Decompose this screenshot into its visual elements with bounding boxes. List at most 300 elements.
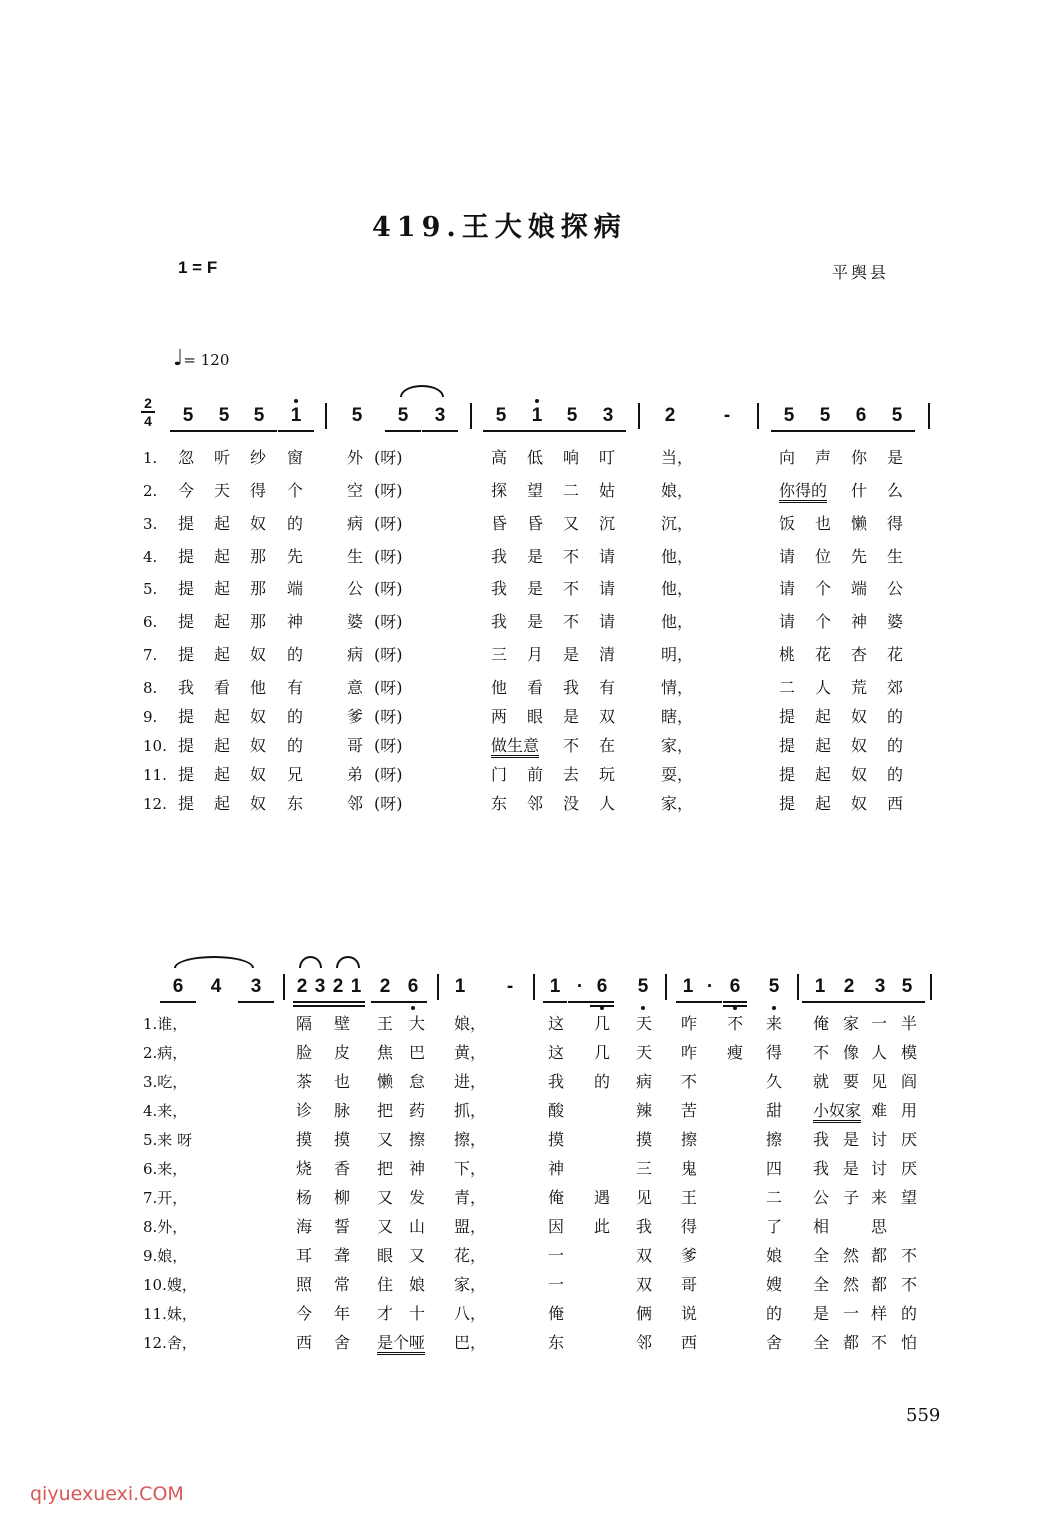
low-octave-dot bbox=[641, 1006, 645, 1010]
lyric-syllable: 起 bbox=[214, 794, 231, 813]
note: 1 bbox=[682, 976, 694, 997]
lyric-syllable: 窗 bbox=[287, 448, 304, 467]
underline-beam bbox=[293, 1001, 311, 1003]
lyric-syllable: 提 bbox=[178, 645, 195, 664]
verse-label: 9.娘， bbox=[143, 1247, 188, 1265]
underline-beam bbox=[807, 430, 843, 432]
lyric-syllable: 弟 bbox=[347, 765, 364, 784]
verse-label: 10.嫂， bbox=[143, 1276, 197, 1294]
lyric-syllable: 我 bbox=[813, 1130, 830, 1149]
lyric-syllable: 神 bbox=[287, 612, 304, 631]
lyric-syllable: 起 bbox=[214, 612, 231, 631]
lyric-syllable: 都 bbox=[871, 1246, 888, 1265]
lyric-syllable: 探 bbox=[491, 481, 508, 500]
lyric-syllable: 听 bbox=[214, 448, 231, 467]
slur-mark bbox=[336, 956, 360, 968]
lyric-syllable: 也 bbox=[334, 1072, 351, 1091]
underline-beam bbox=[278, 430, 314, 432]
lyric-syllable: 请 bbox=[599, 579, 616, 598]
lyric-syllable: 爹 bbox=[681, 1246, 698, 1265]
lyric-syllable: 了 bbox=[766, 1217, 783, 1236]
lyric-syllable: 是 bbox=[843, 1130, 860, 1149]
verse-label: 11. bbox=[143, 766, 167, 784]
lyric-syllable: 小奴家 bbox=[813, 1102, 861, 1123]
note: 6 bbox=[725, 976, 745, 998]
note: 5 bbox=[253, 405, 265, 426]
lyric-syllable: 婆 bbox=[887, 612, 904, 631]
note: 5 bbox=[566, 405, 578, 426]
lyric-syllable: 摸 bbox=[296, 1130, 313, 1149]
lyric-syllable: 昏 bbox=[491, 514, 508, 533]
lyric-syllable: 三 bbox=[491, 645, 508, 664]
lyric-syllable: 在 bbox=[599, 736, 616, 755]
lyric-syllable: 聋 bbox=[334, 1246, 351, 1265]
lyric-syllable: 请 bbox=[599, 547, 616, 566]
lyric-syllable: 甜 bbox=[766, 1101, 783, 1120]
note: 5 bbox=[764, 976, 784, 998]
lyric-syllable: 来 bbox=[766, 1014, 783, 1033]
lyric-syllable: 神 bbox=[548, 1159, 565, 1178]
lyric-syllable: 模 bbox=[901, 1043, 918, 1062]
lyric-syllable: 起 bbox=[214, 514, 231, 533]
lyric-syllable: 先 bbox=[287, 547, 304, 566]
lyric-syllable: 请 bbox=[779, 579, 796, 598]
note: 6 bbox=[403, 976, 423, 998]
lyric-syllable: 遇 bbox=[594, 1188, 611, 1207]
lyric-syllable: 起 bbox=[815, 707, 832, 726]
lyric-syllable: 请 bbox=[779, 547, 796, 566]
lyric-syllable: 花， bbox=[454, 1246, 487, 1265]
time-sig-top: 2 bbox=[144, 395, 152, 411]
lyric-syllable: 耍， bbox=[661, 765, 694, 784]
lyric-syllable: 摸 bbox=[548, 1130, 565, 1149]
lyric-syllable: 香 bbox=[334, 1159, 351, 1178]
verse-label: 9. bbox=[143, 708, 158, 726]
note: 5 bbox=[819, 405, 831, 426]
lyric-syllable: (呀) bbox=[374, 547, 403, 566]
lyric-syllable: 当， bbox=[661, 448, 694, 467]
note: 5 bbox=[495, 405, 507, 426]
note: 5 bbox=[783, 405, 795, 426]
lyric-syllable: 又 bbox=[409, 1246, 426, 1265]
lyric-syllable: 公 bbox=[813, 1188, 830, 1207]
lyric-syllable: 哥 bbox=[347, 736, 364, 755]
lyric-syllable: 提 bbox=[178, 612, 195, 631]
lyric-syllable: 兄 bbox=[287, 765, 304, 784]
note: 1 bbox=[350, 976, 362, 997]
underline-beam bbox=[568, 1001, 592, 1003]
verse-label: 3.吃， bbox=[143, 1073, 188, 1091]
lyric-syllable: 的 bbox=[766, 1304, 783, 1323]
note: 3 bbox=[602, 405, 614, 426]
lyric-syllable: 年 bbox=[334, 1304, 351, 1323]
underline-beam bbox=[311, 1005, 329, 1007]
note: - bbox=[506, 976, 514, 997]
lyric-syllable: 先 bbox=[851, 547, 868, 566]
lyric-syllable: 不 bbox=[563, 547, 580, 566]
region-label: 平舆县 bbox=[832, 263, 890, 282]
note: 2 bbox=[332, 976, 344, 997]
lyric-syllable: 又 bbox=[377, 1217, 394, 1236]
high-octave-dot bbox=[535, 399, 539, 403]
underline-beam bbox=[293, 1005, 311, 1007]
lyric-syllable: 我 bbox=[491, 612, 508, 631]
lyric-syllable: 不 bbox=[901, 1275, 918, 1294]
verse-label: 8. bbox=[143, 679, 158, 697]
lyric-syllable: 讨 bbox=[871, 1130, 888, 1149]
time-signature bbox=[141, 396, 155, 428]
lyric-syllable: 阎 bbox=[901, 1072, 918, 1091]
verse-label: 11.妹， bbox=[143, 1305, 197, 1323]
lyric-syllable: 发 bbox=[409, 1188, 426, 1207]
lyric-syllable: 不 bbox=[681, 1072, 698, 1091]
lyric-syllable: 有 bbox=[599, 678, 616, 697]
lyric-syllable: 二 bbox=[563, 481, 580, 500]
lyric-syllable: 我 bbox=[491, 579, 508, 598]
lyric-syllable: 我 bbox=[563, 678, 580, 697]
underline-beam bbox=[590, 430, 626, 432]
lyric-syllable: 这 bbox=[548, 1014, 565, 1033]
lyric-syllable: 焦 bbox=[377, 1043, 394, 1062]
note: 2 bbox=[664, 405, 676, 426]
lyric-syllable: 又 bbox=[377, 1188, 394, 1207]
lyric-syllable: 提 bbox=[178, 707, 195, 726]
note: 2 bbox=[379, 976, 391, 997]
lyric-syllable: 得 bbox=[766, 1043, 783, 1062]
lyric-syllable: 一 bbox=[843, 1304, 860, 1323]
note: 3 bbox=[314, 976, 326, 997]
lyric-syllable: 奴 bbox=[250, 736, 267, 755]
barline bbox=[437, 974, 439, 1000]
lyric-syllable: 照 bbox=[296, 1275, 313, 1294]
low-octave-dot bbox=[411, 1006, 415, 1010]
note: 1 bbox=[527, 405, 547, 427]
lyric-syllable: 外 bbox=[347, 448, 364, 467]
lyric-syllable: 娘， bbox=[454, 1014, 487, 1033]
lyric-syllable: 前 bbox=[527, 765, 544, 784]
lyric-syllable: 辣 bbox=[636, 1101, 653, 1120]
lyric-syllable: 两 bbox=[491, 707, 508, 726]
lyric-syllable: 巴 bbox=[409, 1043, 426, 1062]
lyric-syllable: 把 bbox=[377, 1101, 394, 1120]
lyric-syllable: 厌 bbox=[901, 1159, 918, 1178]
lyric-syllable: 那 bbox=[250, 579, 267, 598]
lyric-syllable: 俺 bbox=[548, 1304, 565, 1323]
underline-beam bbox=[399, 1001, 427, 1003]
lyric-syllable: 沉 bbox=[599, 514, 616, 533]
lyric-syllable: 四 bbox=[766, 1159, 783, 1178]
lyric-syllable: 就 bbox=[813, 1072, 830, 1091]
lyric-syllable: 几 bbox=[594, 1043, 611, 1062]
lyric-syllable: 家， bbox=[661, 736, 694, 755]
lyric-syllable: 个 bbox=[815, 579, 832, 598]
lyric-syllable: 他 bbox=[250, 678, 267, 697]
lyric-syllable: 瞎， bbox=[661, 707, 694, 726]
lyric-syllable: 家， bbox=[661, 794, 694, 813]
lyric-syllable: 誓 bbox=[334, 1217, 351, 1236]
underline-beam bbox=[554, 430, 590, 432]
lyric-syllable: 神 bbox=[851, 612, 868, 631]
lyric-syllable: 他， bbox=[661, 612, 694, 631]
lyric-syllable: 人 bbox=[599, 794, 616, 813]
lyric-syllable: 药 bbox=[409, 1101, 426, 1120]
lyric-syllable: 半 bbox=[901, 1014, 918, 1033]
lyric-syllable: 大 bbox=[409, 1014, 426, 1033]
lyric-syllable: 样 bbox=[871, 1304, 888, 1323]
lyric-syllable: 西 bbox=[887, 794, 904, 813]
watermark: qiyuexuexi.COM bbox=[30, 1483, 184, 1505]
underline-beam bbox=[422, 430, 458, 432]
lyric-syllable: 声 bbox=[815, 448, 832, 467]
lyric-syllable: (呀) bbox=[374, 612, 403, 631]
underline-beam bbox=[483, 430, 519, 432]
underline-beam bbox=[311, 1001, 329, 1003]
verse-label: 8.外， bbox=[143, 1218, 188, 1236]
lyric-syllable: 说 bbox=[681, 1304, 698, 1323]
underline-beam bbox=[771, 430, 807, 432]
lyric-syllable: 然 bbox=[843, 1275, 860, 1294]
lyric-syllable: 明， bbox=[661, 645, 694, 664]
lyric-syllable: 一 bbox=[871, 1014, 888, 1033]
lyric-syllable: 懒 bbox=[377, 1072, 394, 1091]
lyric-syllable: 什 bbox=[851, 481, 868, 500]
lyric-syllable: 此 bbox=[594, 1217, 611, 1236]
lyric-syllable: 咋 bbox=[681, 1043, 698, 1062]
lyric-syllable: 请 bbox=[779, 612, 796, 631]
verse-label: 12.舍， bbox=[143, 1334, 197, 1352]
lyric-syllable: 皮 bbox=[334, 1043, 351, 1062]
lyric-syllable: (呀) bbox=[374, 678, 403, 697]
lyric-syllable: 都 bbox=[871, 1275, 888, 1294]
lyric-syllable: 得 bbox=[887, 514, 904, 533]
lyric-syllable: 端 bbox=[287, 579, 304, 598]
lyric-syllable: 黄， bbox=[454, 1043, 487, 1062]
lyric-syllable: 你得的 bbox=[779, 482, 827, 503]
lyric-syllable: 起 bbox=[214, 736, 231, 755]
underline-beam bbox=[843, 430, 879, 432]
lyric-syllable: 青， bbox=[454, 1188, 487, 1207]
lyric-syllable: 低 bbox=[527, 448, 544, 467]
lyric-syllable: 是 bbox=[563, 645, 580, 664]
lyric-syllable: 柳 bbox=[334, 1188, 351, 1207]
lyric-syllable: 见 bbox=[636, 1188, 653, 1207]
lyric-syllable: 一 bbox=[548, 1275, 565, 1294]
note: 5 bbox=[901, 976, 913, 997]
note: 6 bbox=[172, 976, 184, 997]
verse-label: 4. bbox=[143, 548, 158, 566]
underline-beam bbox=[238, 1001, 274, 1003]
lyric-syllable: 双 bbox=[636, 1275, 653, 1294]
lyric-syllable: 望 bbox=[527, 481, 544, 500]
note: 1 bbox=[454, 976, 466, 997]
lyric-syllable: 邻 bbox=[347, 794, 364, 813]
lyric-syllable: 一 bbox=[548, 1246, 565, 1265]
verse-label: 5.来 呀 bbox=[143, 1131, 193, 1149]
lyric-syllable: 来 bbox=[871, 1188, 888, 1207]
lyric-syllable: 起 bbox=[214, 547, 231, 566]
lyric-syllable: 提 bbox=[178, 736, 195, 755]
lyric-syllable: 我 bbox=[491, 547, 508, 566]
verse-label: 7.开， bbox=[143, 1189, 188, 1207]
tempo-value: = 120 bbox=[183, 351, 230, 369]
underline-beam bbox=[371, 1001, 399, 1003]
note: 3 bbox=[874, 976, 886, 997]
lyric-syllable: 我 bbox=[178, 678, 195, 697]
lyric-syllable: 起 bbox=[815, 736, 832, 755]
lyric-syllable: 么 bbox=[887, 481, 904, 500]
lyric-syllable: 是 bbox=[813, 1304, 830, 1323]
lyric-syllable: 奴 bbox=[851, 736, 868, 755]
lyric-syllable: 山 bbox=[409, 1217, 426, 1236]
lyric-syllable: 郊 bbox=[887, 678, 904, 697]
quarter-note-icon: ♩ bbox=[173, 346, 184, 371]
lyric-syllable: 生 bbox=[347, 547, 364, 566]
lyric-syllable: 讨 bbox=[871, 1159, 888, 1178]
note: 1 bbox=[814, 976, 826, 997]
lyric-syllable: 的 bbox=[887, 707, 904, 726]
barline bbox=[638, 403, 640, 429]
lyric-syllable: 又 bbox=[377, 1130, 394, 1149]
note: · bbox=[706, 976, 714, 997]
slur-mark bbox=[174, 956, 254, 968]
lyric-syllable: 杏 bbox=[851, 645, 868, 664]
underline-beam bbox=[385, 430, 421, 432]
lyric-syllable: 进， bbox=[454, 1072, 487, 1091]
note: 3 bbox=[250, 976, 262, 997]
lyric-syllable: 得 bbox=[250, 481, 267, 500]
lyric-syllable: 俺 bbox=[813, 1014, 830, 1033]
lyric-syllable: 提 bbox=[178, 514, 195, 533]
barline bbox=[470, 403, 472, 429]
lyric-syllable: 盟， bbox=[454, 1217, 487, 1236]
song-title: 419.王大娘探病 bbox=[372, 212, 627, 243]
lyric-syllable: 子 bbox=[843, 1188, 860, 1207]
lyric-syllable: 懒 bbox=[851, 514, 868, 533]
lyric-syllable: 脉 bbox=[334, 1101, 351, 1120]
lyric-syllable: 擦 bbox=[409, 1130, 426, 1149]
lyric-syllable: 的 bbox=[287, 645, 304, 664]
lyric-syllable: 我 bbox=[813, 1159, 830, 1178]
lyric-syllable: 的 bbox=[901, 1304, 918, 1323]
underline-beam bbox=[590, 1005, 614, 1007]
underline-beam bbox=[347, 1005, 365, 1007]
lyric-syllable: 因 bbox=[548, 1217, 565, 1236]
lyric-syllable: 起 bbox=[214, 765, 231, 784]
lyric-syllable: 耳 bbox=[296, 1246, 313, 1265]
verse-label: 1. bbox=[143, 449, 158, 467]
underline-beam bbox=[590, 1001, 614, 1003]
lyric-syllable: 饭 bbox=[779, 514, 796, 533]
barline bbox=[757, 403, 759, 429]
lyric-syllable: 不 bbox=[901, 1246, 918, 1265]
note: 5 bbox=[351, 405, 363, 426]
lyric-syllable: 生 bbox=[887, 547, 904, 566]
underline-beam bbox=[676, 1001, 700, 1003]
lyric-syllable: 娘 bbox=[766, 1246, 783, 1265]
note: 3 bbox=[434, 405, 446, 426]
lyric-syllable: 咋 bbox=[681, 1014, 698, 1033]
lyric-syllable: 天 bbox=[636, 1014, 653, 1033]
lyric-syllable: 住 bbox=[377, 1275, 394, 1294]
note: 5 bbox=[397, 405, 409, 426]
barline bbox=[665, 974, 667, 1000]
lyric-syllable: (呀) bbox=[374, 645, 403, 664]
lyric-syllable: 不 bbox=[727, 1014, 744, 1033]
lyric-syllable: 是 bbox=[527, 547, 544, 566]
lyric-syllable: 那 bbox=[250, 612, 267, 631]
lyric-syllable: 俺 bbox=[548, 1188, 565, 1207]
lyric-syllable: (呀) bbox=[374, 794, 403, 813]
lyric-syllable: 端 bbox=[851, 579, 868, 598]
lyric-syllable: 奴 bbox=[851, 765, 868, 784]
lyric-syllable: 个 bbox=[287, 481, 304, 500]
note: 6 bbox=[855, 405, 867, 426]
note: 6 bbox=[592, 976, 612, 998]
verse-label: 2.病， bbox=[143, 1044, 188, 1062]
lyric-syllable: 茶 bbox=[296, 1072, 313, 1091]
note: 2 bbox=[296, 976, 308, 997]
underline-beam bbox=[329, 1005, 347, 1007]
lyric-syllable: 全 bbox=[813, 1246, 830, 1265]
underline-beam bbox=[329, 1001, 347, 1003]
lyric-syllable: 月 bbox=[527, 645, 544, 664]
lyric-syllable: 怠 bbox=[409, 1072, 426, 1091]
tempo-marking bbox=[173, 346, 229, 371]
lyric-syllable: 奴 bbox=[250, 765, 267, 784]
lyric-syllable: 位 bbox=[815, 547, 832, 566]
lyric-syllable: 奴 bbox=[250, 514, 267, 533]
lyric-syllable: 是 bbox=[563, 707, 580, 726]
lyric-syllable: 天 bbox=[636, 1043, 653, 1062]
lyric-syllable: 把 bbox=[377, 1159, 394, 1178]
lyric-syllable: 爹 bbox=[347, 707, 364, 726]
lyric-syllable: 病 bbox=[347, 645, 364, 664]
underline-beam bbox=[723, 1005, 747, 1007]
lyric-syllable: (呀) bbox=[374, 707, 403, 726]
lyric-syllable: 摸 bbox=[636, 1130, 653, 1149]
lyric-syllable: 怕 bbox=[901, 1333, 918, 1352]
verse-label: 5. bbox=[143, 580, 158, 598]
underline-beam bbox=[347, 1001, 365, 1003]
lyric-syllable: 姑 bbox=[599, 481, 616, 500]
lyric-syllable: 王 bbox=[681, 1188, 698, 1207]
lyric-syllable: 都 bbox=[843, 1333, 860, 1352]
lyric-syllable: 望 bbox=[901, 1188, 918, 1207]
lyric-syllable: 家， bbox=[454, 1275, 487, 1294]
lyric-syllable: 他 bbox=[491, 678, 508, 697]
lyric-syllable: 人 bbox=[815, 678, 832, 697]
slur-mark bbox=[400, 385, 444, 397]
slur-mark bbox=[299, 956, 322, 968]
verse-label: 7. bbox=[143, 646, 158, 664]
lyric-syllable: 情， bbox=[661, 678, 694, 697]
lyric-syllable: 看 bbox=[527, 678, 544, 697]
lyric-syllable: 王 bbox=[377, 1014, 394, 1033]
lyric-syllable: (呀) bbox=[374, 579, 403, 598]
lyric-syllable: 提 bbox=[779, 794, 796, 813]
lyric-syllable: 相 bbox=[813, 1217, 830, 1236]
lyric-syllable: 人 bbox=[871, 1043, 888, 1062]
lyric-syllable: 瘦 bbox=[727, 1043, 744, 1062]
lyric-syllable: 巴， bbox=[454, 1333, 487, 1352]
lyric-syllable: 二 bbox=[779, 678, 796, 697]
lyric-syllable: 又 bbox=[563, 514, 580, 533]
lyric-syllable: 厌 bbox=[901, 1130, 918, 1149]
lyric-syllable: 公 bbox=[347, 579, 364, 598]
lyric-syllable: 提 bbox=[779, 736, 796, 755]
lyric-syllable: 天 bbox=[214, 481, 231, 500]
lyric-syllable: 昏 bbox=[527, 514, 544, 533]
